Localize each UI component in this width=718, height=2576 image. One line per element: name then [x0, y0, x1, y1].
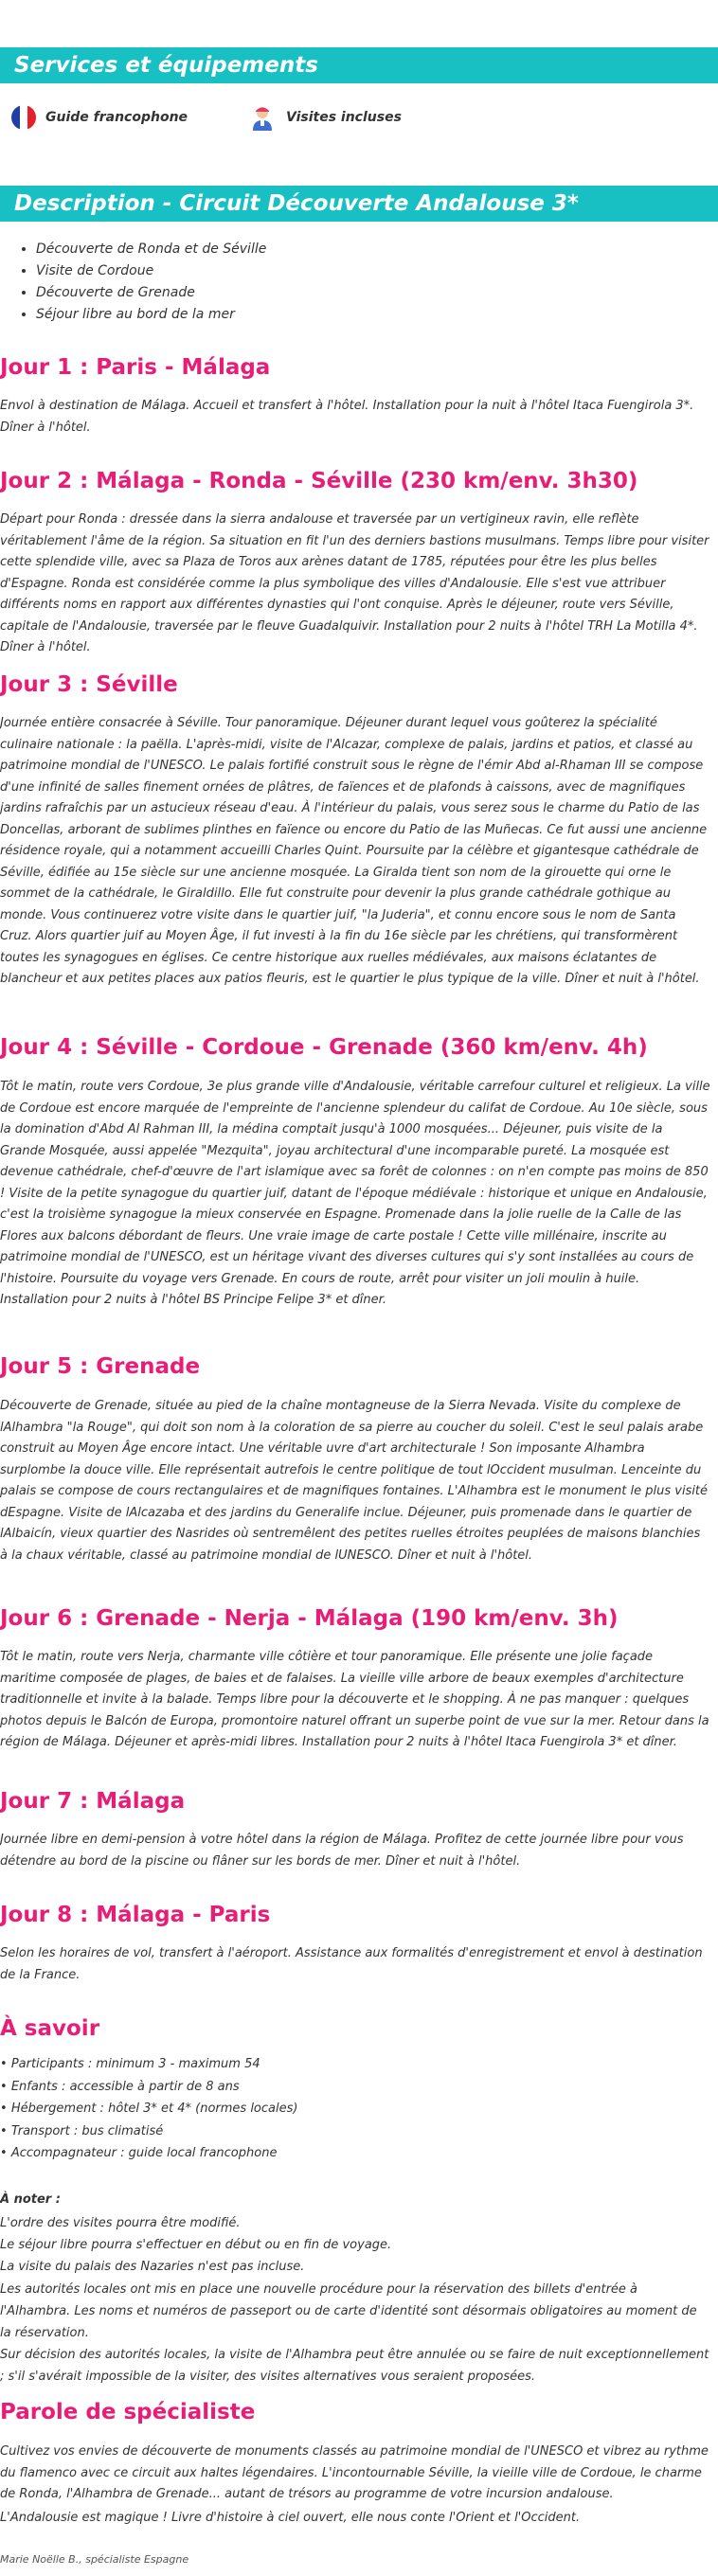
day-8-title: Jour 8 : Málaga - Paris [0, 1903, 271, 1927]
highlight-item: • Visite de Cordoue [36, 260, 266, 282]
day-7-title: Jour 7 : Málaga [0, 1789, 186, 1814]
savoir-item: • Accompagnateur : guide local francophone [0, 2142, 297, 2165]
tour-guide-icon [248, 103, 277, 132]
day-5-title: Jour 5 : Grenade [0, 1354, 201, 1379]
description-band [0, 186, 718, 222]
specialist-signature: Marie Noëlle B., spécialiste Espagne [0, 2553, 189, 2566]
highlights-list [19, 239, 266, 326]
highlight-item: • Découverte de Ronda et de Séville [36, 239, 266, 260]
specialist-text-2: L'Andalousie est magique ! Livre d'histoire à ciel ouvert, elle nous conte l'Orient et l'Occident. [0, 2511, 581, 2525]
day-4-text: Tôt le matin, route vers Cordoue, 3e plus grande ville d'Andalousie, véritable carrefour culturel et religieux. La ville de Cordoue est encore marquée de l'empreinte de l'ancienne splendeur du califat de Cordoue. Au 10e siècle, sous la domination d'Abd Al Rahman III, la médina comptait jusqu'à 1000 mosquées... Déjeuner, puis visite de la Grande Mosquée, aussi appelée "Mezquita", joyau architectural d'une incomparable pureté. La mosquée est devenue cathédrale, chef-d'œuvre de l'art islamique avec sa forêt de colonnes : on n'en compte pas moins de 850 ! Visite de la petite synagogue du quartier juif, datant de l'époque médiévale : historique et unique en Andalousie, c'est la troisième synagogue la mieux conservée en Espagne. Promenade dans la jolie ruelle de la Calle de las Flores aux balcons débordant de fleurs. Une vraie image de carte postale ! Cette ville millénaire, inscrite au patrimoine mondial de l'UNESCO, est un héritage vivant des diverses cultures qui s'y sont installées au cours de l'histoire. Poursuite du voyage vers Grenade. En cours de route, arrêt pour visiter un joli moulin à huile. Installation pour 2 nuits à l'hôtel BS Principe Felipe 3* et dîner. [0, 1080, 710, 1307]
day-7-text: Journée libre en demi-pension à votre hôtel dans la région de Málaga. Profitez de cette journée libre pour vous détendre au bord de la piscine ou flâner sur les bords de mer. Dîner et nuit à l'hôtel. [0, 1833, 684, 1869]
note-line: La visite du palais des Nazaries n'est pas incluse. [0, 2260, 305, 2275]
notes-block [0, 2212, 710, 2388]
service-label-guide: Guide francophone [45, 110, 188, 125]
services-title: Services et équipements [14, 53, 318, 78]
service-guide [11, 104, 188, 131]
day-4-title: Jour 4 : Séville - Cordoue - Grenade (360 km/env. 4h) [0, 1035, 648, 1060]
savoir-item: • Hébergement : hôtel 3* et 4* (normes locales) [0, 2098, 297, 2120]
french-flag-icon [11, 105, 36, 130]
note-line: L'ordre des visites pourra être modifié. [0, 2216, 241, 2230]
day-6-text: Tôt le matin, route vers Nerja, charmante ville côtière et tour panoramique. Elle présente une jolie façade maritime composée de plages, de baies et de falaises. La vieille ville arbore de beaux exemples d'architecture traditionnelle et invite à la balade. Temps libre pour la découverte et le shopping. À ne pas manquer : quelques photos depuis le Balcón de Europa, promontoire naturel offrant un superbe point de vue sur la mer. Retour dans la région de Málaga. Déjeuner et après-midi libres. Installation pour 2 nuits à l'hôtel Itaca Fuengirola 3* et dîner. [0, 1650, 709, 1749]
savoir-item: • Enfants : accessible à partir de 8 ans [0, 2076, 297, 2099]
highlight-item: • Découverte de Grenade [36, 282, 266, 304]
note-line: Sur décision des autorités locales, la visite de l'Alhambra peut être annulée ou se faire de nuit exceptionnellement ; s'il s'avérait impossible de la visiter, des visites alternatives vous seraient proposées. [0, 2348, 709, 2385]
day-2-title: Jour 2 : Málaga - Ronda - Séville (230 km/env. 3h30) [0, 469, 638, 493]
service-visits [248, 104, 402, 131]
day-2-text: Départ pour Ronda : dressée dans la sierra andalouse et traversée par un vertigineux ravin, elle reflète véritablement l'âme de la région. Sa situation en fit l'un des derniers bastions musulmans. Temps libre pour visiter cette splendide ville, avec sa Plaza de Toros aux arènes datant de 1785, réputées pour être les plus belles d'Espagne. Ronda est considérée comme la plus symbolique des villes d'Andalousie. Elle s'est vue attribuer différents noms en rapport aux différentes dynasties qui l'ont conquise. Après le déjeuner, route vers Séville, capitale de l'Andalousie, traversée par le fleuve Guadalquivir. Installation pour 2 nuits à l'hôtel TRH La Motilla 4*. Dîner à l'hôtel. [0, 512, 709, 654]
services-band [0, 47, 718, 83]
day-5-text: Découverte de Grenade, située au pied de la chaîne montagneuse de la Sierra Nevada. Visite du complexe de lAlhambra "la Rouge", qui doit son nom à la coloration de sa pierre au coucher du soleil. C'est le seul palais arabe construit au Moyen Âge encore intact. Une véritable uvre d'art architecturale ! Son imposante Alhambra surplombe la douce ville. Elle représentait autrefois le centre politique de tout lOccident musulman. Lenceinte du palais se compose de cours rectangulaires et de magnifiques fontaines. L'Alhambra est le monument le plus visité dEspagne. Visite de lAlcazaba et des jardins du Generalife inclue. Déjeuner, puis promenade dans le quartier de lAlbaicín, vieux quartier des Nasrides où sentremêlent des petites ruelles étroites peuplées de maisons blanchies à la chaux véritable, classé au patrimoine mondial de lUNESCO. Dîner et nuit à l'hôtel. [0, 1399, 709, 1563]
savoir-item: • Participants : minimum 3 - maximum 54 [0, 2053, 297, 2076]
service-label-visits: Visites incluses [286, 110, 402, 125]
note-title: À noter : [0, 2192, 61, 2207]
savoir-item: • Transport : bus climatisé [0, 2120, 297, 2143]
note-line: Le séjour libre pourra s'effectuer en début ou en fin de voyage. [0, 2238, 392, 2253]
savoir-title: À savoir [0, 2016, 100, 2041]
specialist-title: Parole de spécialiste [0, 2400, 256, 2424]
description-title: Description - Circuit Découverte Andalouse 3* [14, 191, 579, 216]
day-3-title: Jour 3 : Séville [0, 672, 178, 697]
note-line: Les autorités locales ont mis en place une nouvelle procédure pour la réservation des billets d'entrée à l'Alhambra. Les noms et numéros de passeport ou de carte d'identité sont désormais obligatoires au moment de la réservation. [0, 2281, 697, 2341]
highlight-item: • Séjour libre au bord de la mer [36, 304, 266, 326]
savoir-list [0, 2053, 297, 2165]
day-8-text: Selon les horaires de vol, transfert à l'aéroport. Assistance aux formalités d'enregistrement et envol à destination de la France. [0, 1946, 703, 1982]
day-1-text: Envol à destination de Málaga. Accueil et transfert à l'hôtel. Installation pour la nuit à l'hôtel Itaca Fuengirola 3*. Dîner à l'hôtel. [0, 399, 694, 435]
day-1-title: Jour 1 : Paris - Málaga [0, 355, 271, 380]
specialist-text: Cultivez vos envies de découverte de monuments classés au patrimoine mondial de l'UNESCO et vibrez au rythme du flamenco avec ce circuit aux haltes légendaires. L'incontournable Séville, la vieille ville de Cordoue, le charme de Ronda, l'Alhambra de Grenade... autant de trésors au programme de votre incursion andalouse. [0, 2444, 709, 2501]
day-3-text: Journée entière consacrée à Séville. Tour panoramique. Déjeuner durant lequel vous goûterez la spécialité culinaire nationale : la paëlla. L'après-midi, visite de l'Alcazar, complexe de palais, jardins et patios, et classé au patrimoine mondial de l'UNESCO. Le palais fortifié construit sous le règne de l'émir Abd al-Rhaman III se compose d'une infinité de salles finement ornées de plâtres, de faïences et de plafonds à caissons, avec de magnifiques jardins rafraîchis par un astucieux réseau d'eau. À l'intérieur du palais, vous serez sous le charme du Patio de las Doncellas, arborant de sublimes plinthes en faïence ou encore du Patio de las Muñecas. Ce fut aussi une ancienne résidence royale, qui a notamment accueilli Charles Quint. Poursuite par la célèbre et gigantesque cathédrale de Séville, édifiée au 15e siècle sur une ancienne mosquée. La Giralda tient son nom de la girouette qui orne le sommet de la cathédrale, le Giraldillo. Elle fut construite pour devenir la plus grande cathédrale gothique au monde. Vous continuerez votre visite dans le quartier juif, "la Juderia", et connu encore sous le nom de Santa Cruz. Alors quartier juif au Moyen Âge, il fut investi à la fin du 16e siècle par les chrétiens, qui transformèrent toutes les synagogues en églises. Ce centre historique aux ruelles médiévales, aux maisons éclatantes de blancheur et aux petites places aux patios fleuris, est le quartier le plus typique de la ville. Dîner et nuit à l'hôtel. [0, 716, 708, 986]
day-6-title: Jour 6 : Grenade - Nerja - Málaga (190 km/env. 3h) [0, 1606, 619, 1631]
